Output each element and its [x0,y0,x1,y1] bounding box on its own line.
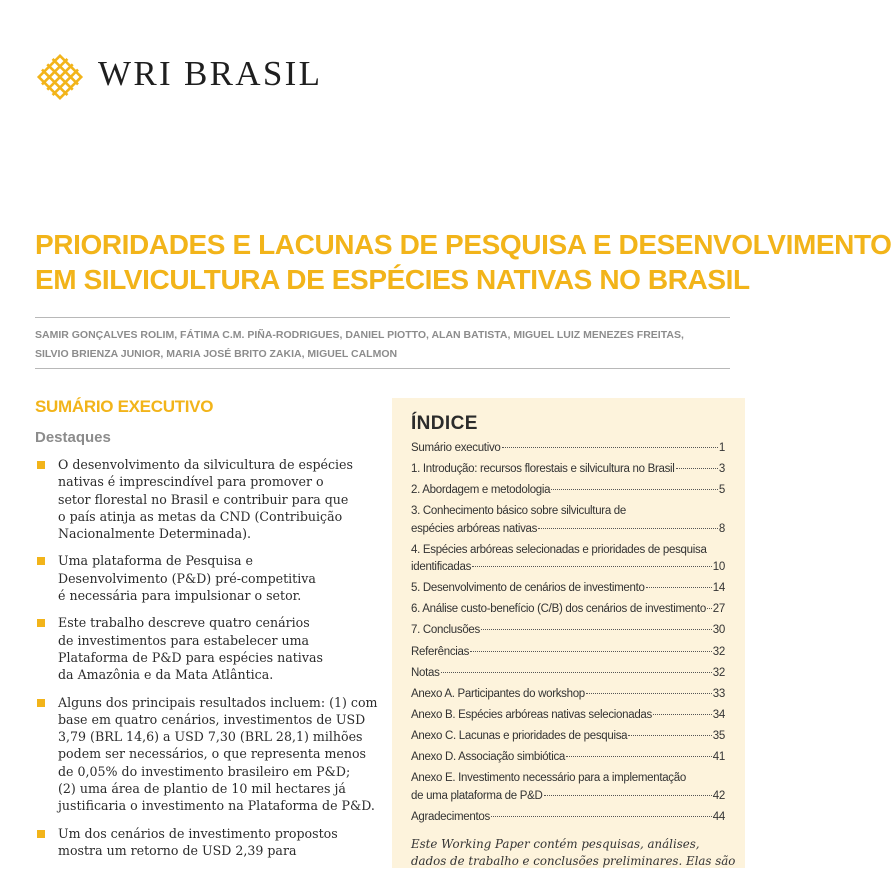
toc-item[interactable] [411,705,725,726]
toc-line [411,578,725,599]
toc-item[interactable] [411,480,725,501]
toc-item[interactable] [411,459,725,480]
toc-page-number: 3 [718,463,725,476]
working-paper-note [411,836,736,870]
index-panel [392,398,745,868]
toc-item-label: 2. Abordagem e metodologia [411,484,551,497]
bullet-line: Este trabalho descreve quatro cenários [58,615,310,631]
toc-item-label: Sumário executivo [411,442,501,454]
toc-item[interactable] [411,501,725,540]
toc-item-label: 7. Conclusões [411,624,480,637]
toc-item[interactable] [411,726,725,747]
toc-leader [441,672,712,673]
toc-item-label: 4. Espécies arbóreas selecionadas e prioridades de pesquisa [411,543,707,556]
bullet-line: nativas é imprescindível para promover o [58,474,324,490]
toc-leader [538,528,718,529]
toc-item[interactable] [411,807,725,828]
list-item [35,456,365,542]
toc-line [411,542,725,560]
bullet-line: Alguns dos principais resultados incluem: (1) com [58,694,378,710]
bullet-text [58,825,365,860]
toc-page-number: 10 [712,561,725,574]
toc-line [411,770,725,788]
toc-line [411,747,725,768]
bullet-text [58,694,378,815]
toc-line [411,684,725,705]
list-item [35,614,365,683]
bullet-square-icon [37,699,45,707]
authors-line: SILVIO BRIENZA JUNIOR, MARIA JOSÉ BRITO ZAKIA, MIGUEL CALMON [35,348,398,360]
toc-leader [653,714,712,715]
toc-page-number: 27 [712,603,725,616]
toc-item[interactable] [411,438,725,459]
bullet-square-icon [37,619,45,627]
toc-line [411,705,725,726]
toc-item-label: 3. Conhecimento básico sobre silvicultura de [411,505,627,518]
toc-leader [551,489,718,490]
toc-item-label: Anexo C. Lacunas e prioridades de pesquisa [411,729,628,742]
toc-item[interactable] [411,642,725,663]
bullet-line: Nacionalmente Determinada). [58,526,252,542]
toc-item-label: Anexo B. Espécies arbóreas nativas selecionadas [411,708,652,721]
toc-leader [502,447,718,448]
toc-item[interactable] [411,578,725,599]
toc-page-number: 33 [712,687,725,700]
bullet-square-icon [37,461,45,469]
toc-item-label: 1. Introdução: recursos florestais e silvicultura no Brasil [411,463,675,476]
toc-item[interactable] [411,663,725,684]
toc-page-number: 32 [712,645,725,658]
title-line: EM SILVICULTURA DE ESPÉCIES NATIVAS NO BRASIL [35,264,750,295]
toc-item-label: 5. Desenvolvimento de cenários de investimento [411,582,645,595]
bullet-line: o país atinja as metas da CND (Contribuição [58,508,343,524]
bullet-line: justificaria o investimento na Plataforma de P&D. [58,798,375,814]
bullet-line: de 0,05% do investimento brasileiro em P&D; [58,763,351,779]
bullet-line: O desenvolvimento da silvicultura de espécies [58,457,353,472]
bullet-line: da Amazônia e da Mata Atlântica. [58,667,274,683]
toc-item[interactable] [411,768,725,807]
toc-line [411,599,725,620]
bullet-line: podem ser necessários, o que representa menos [58,746,367,762]
toc-line [411,642,725,663]
toc-item-label: identificadas [411,561,472,574]
toc-item[interactable] [411,540,725,579]
summary-heading: SUMÁRIO EXECUTIVO [35,397,214,416]
bullet-line: mostra um retorno de USD 2,39 para [58,842,297,858]
bullet-line: base em quatro cenários, investimentos de USD [58,711,366,727]
note-line: Este Working Paper contém pesquisas, análises, [411,837,700,851]
bullet-line: é necessária para impulsionar o setor. [58,588,302,604]
bullet-line: 3,79 (BRL 14,6) a USD 7,30 (BRL 28,1) milhões [58,729,363,745]
toc-page-number: 42 [712,789,725,802]
bullet-line: (2) uma área de plantio de 10 mil hectares já [58,781,346,797]
toc-leader [676,468,718,469]
divider [35,317,730,318]
toc-item-label: Anexo D. Associação simbiótica [411,751,565,764]
toc-line [411,620,725,641]
toc-line [411,521,725,539]
title-line: PRIORIDADES E LACUNAS DE PESQUISA E DESENVOLVIMENTO [35,229,892,260]
toc-line [411,480,725,501]
toc-item-label: de uma plataforma de P&D [411,789,543,802]
bullet-square-icon [37,557,45,565]
authors-line: SAMIR GONÇALVES ROLIM, FÁTIMA C.M. PIÑA-RODRIGUES, DANIEL PIOTTO, ALAN BATISTA, MIGUEL LUIZ MENEZES FREITAS, [35,329,684,341]
authors [35,326,735,364]
bullet-text [58,456,365,542]
list-item [35,694,378,815]
bullet-square-icon [37,830,45,838]
toc-line [411,807,725,828]
toc-leader [472,566,712,567]
toc-leader [707,608,712,609]
toc-line [411,438,725,459]
bullet-text [58,614,365,683]
index-title: ÍNDICE [411,413,478,434]
toc-line [411,788,725,806]
toc-page-number: 34 [712,708,725,721]
highlights-heading: Destaques [35,429,111,446]
note-line: dados de trabalho e conclusões preliminares. Elas são [411,854,736,868]
list-item [35,552,365,604]
toc-item[interactable] [411,620,725,641]
list-item [35,825,365,860]
toc-leader [628,735,712,736]
toc-page-number: 1 [718,442,725,454]
toc-item-label: 6. Análise custo-benefício (C/B) dos cenários de investimento [411,603,706,616]
brand-name: WRI BRASIL [98,54,323,93]
toc-item-label: Notas [411,666,440,679]
bullet-line: setor florestal no Brasil e contribuir para que [58,491,349,507]
divider [35,368,730,369]
bullet-line: Desenvolvimento (P&D) pré-competitiva [58,570,316,586]
toc-line [411,663,725,684]
toc-item[interactable] [411,684,725,705]
toc-item[interactable] [411,599,725,620]
toc-item-label: Agradecimentos [411,810,490,823]
toc-item-label: Anexo A. Participantes do workshop [411,687,585,700]
toc-item-label: Anexo E. Investimento necessário para a implementação [411,772,686,785]
toc-leader [586,693,712,694]
toc-leader [470,651,712,652]
toc-page-number: 8 [718,522,725,535]
toc-page-number: 35 [712,729,725,742]
toc-leader [481,629,712,630]
toc-page-number: 32 [712,666,725,679]
toc-page-number: 41 [712,751,725,764]
bullet-line: Uma plataforma de Pesquisa e [58,553,253,569]
toc-leader [646,587,712,588]
bullet-line: Um dos cenários de investimento propostos [58,825,338,841]
toc-leader [544,795,712,796]
bullet-line: de investimentos para estabelecer uma [58,632,310,648]
toc-leader [491,816,712,817]
toc-item[interactable] [411,747,725,768]
toc-item-label: espécies arbóreas nativas [411,522,538,535]
toc-page-number: 44 [712,810,725,823]
toc-line [411,559,725,577]
toc-item-label: Referências [411,645,470,658]
table-of-contents [411,438,725,828]
bullet-line: Plataforma de P&D para espécies nativas [58,649,323,665]
toc-page-number: 5 [718,484,725,497]
wri-logo-icon [36,53,84,101]
document-title [35,227,892,297]
toc-line [411,503,725,521]
toc-page-number: 14 [712,582,725,595]
highlights-list [35,456,378,869]
toc-line [411,726,725,747]
bullet-text [58,552,365,604]
toc-page-number: 30 [712,624,725,637]
toc-line [411,459,725,480]
toc-leader [566,756,712,757]
